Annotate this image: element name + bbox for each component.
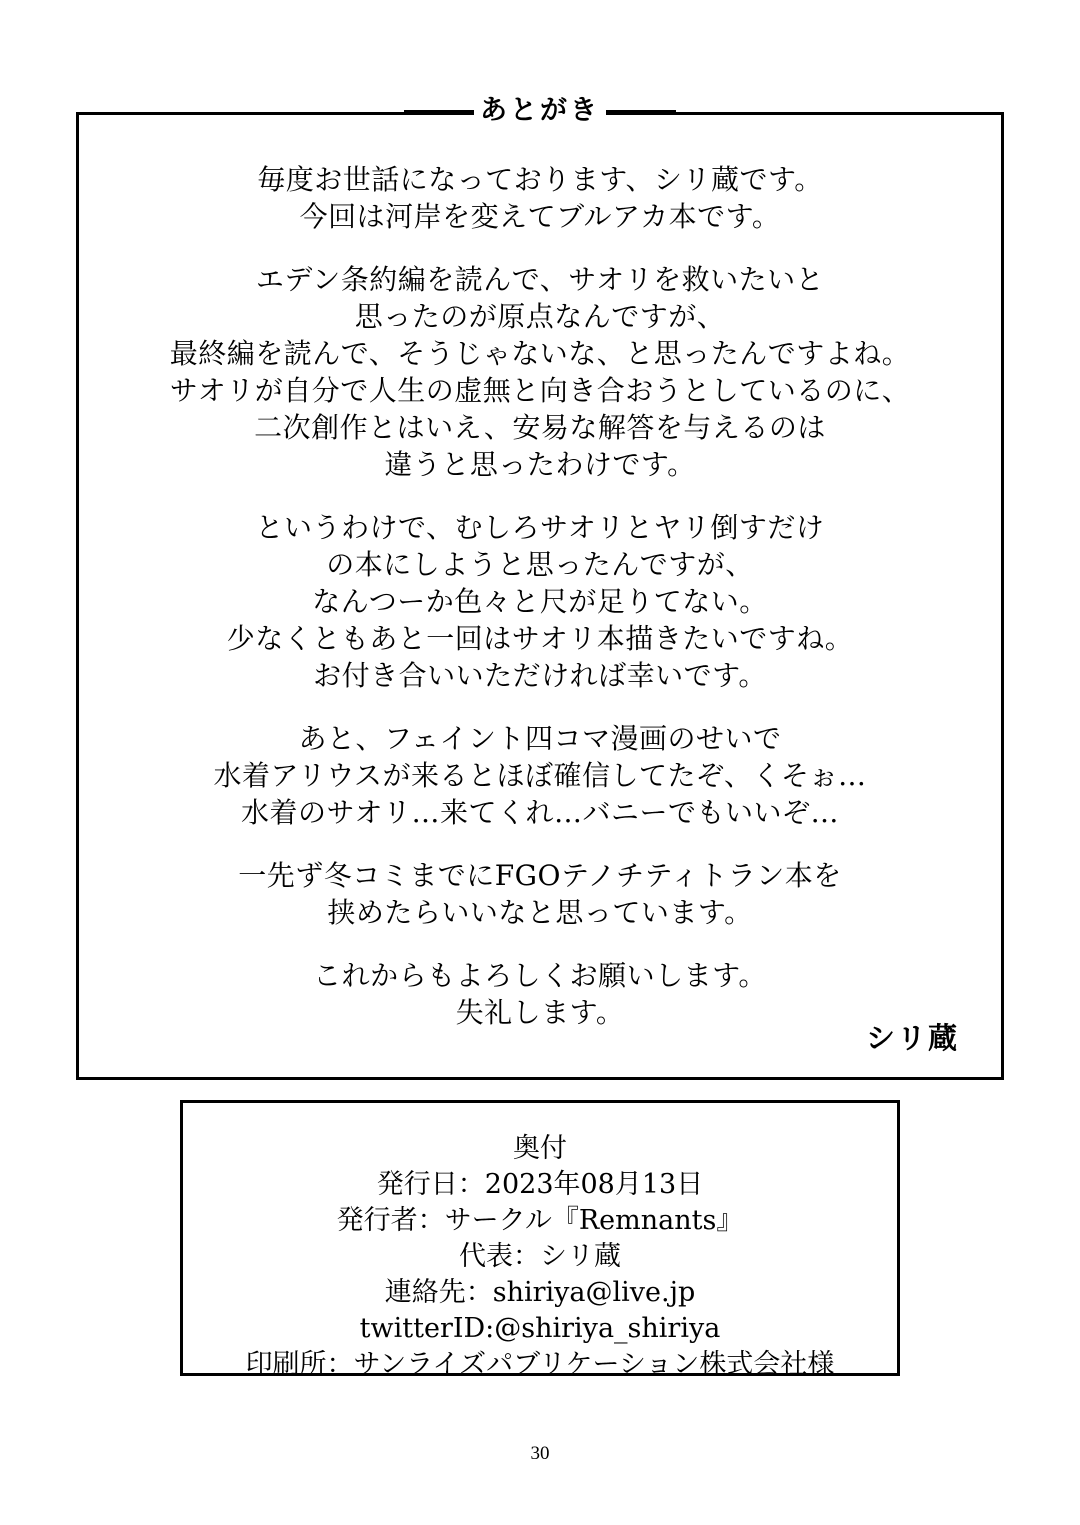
afterword-line: 一先ず冬コミまでにFGOテノチティトラン本を <box>238 859 842 892</box>
title-rule-left <box>404 110 474 113</box>
afterword-paragraph <box>79 857 1001 931</box>
colophon-twitter-id: twitterID:@shiriya_shiriya <box>359 1313 721 1344</box>
afterword-line: これからもよろしくお願いします。 <box>313 959 767 992</box>
afterword-line: お付き合いいただければ幸いです。 <box>313 659 767 692</box>
afterword-line: エデン条約編を読んで、サオリを救いたいと <box>255 263 825 296</box>
page-number: 30 <box>530 1443 550 1464</box>
colophon-panel <box>180 1100 900 1380</box>
afterword-line: 水着アリウスが来るとほぼ確信してたぞ、くそぉ… <box>213 759 867 792</box>
afterword-line: サオリが自分で人生の虚無と向き合おうとしているのに、 <box>169 374 911 407</box>
afterword-line: 少なくともあと一回はサオリ本描きたいですね。 <box>226 622 854 655</box>
afterword-line: の本にしようと思ったんですが、 <box>326 548 754 581</box>
afterword-line: 失礼します。 <box>455 996 625 1029</box>
afterword-line: 挟めたらいいなと思っています。 <box>327 896 753 929</box>
colophon-contact-email: 連絡先：shiriya@live.jp <box>384 1277 696 1308</box>
afterword-line: 最終編を読んで、そうじゃないな、と思ったんですよね。 <box>169 337 911 370</box>
afterword-line: あと、フェイント四コマ漫画のせいで <box>298 722 782 755</box>
afterword-line: 二次創作とはいえ、安易な解答を与えるのは <box>254 411 826 444</box>
title-rule-right <box>606 110 676 113</box>
colophon-printer: 印刷所：サンライズパブリケーション株式会社様 <box>245 1349 835 1380</box>
afterword-line: 今回は河岸を変えてブルアカ本です。 <box>299 200 781 233</box>
afterword-title-row <box>79 94 1001 128</box>
afterword-line: 毎度お世話になっております、シリ蔵です。 <box>257 163 823 196</box>
colophon-heading: 奥付 <box>513 1133 567 1164</box>
afterword-line: 思ったのが原点なんですが、 <box>354 300 726 333</box>
afterword-title: あとがき <box>474 94 606 128</box>
afterword-paragraph <box>79 261 1001 483</box>
colophon-representative: 代表：シリ蔵 <box>459 1241 621 1272</box>
afterword-line: 違うと思ったわけです。 <box>384 448 696 481</box>
author-signature: シリ蔵 <box>865 1021 959 1055</box>
afterword-panel <box>76 95 1004 1080</box>
afterword-paragraph <box>79 720 1001 831</box>
afterword-line: というわけで、むしろサオリとヤリ倒すだけ <box>255 511 825 544</box>
colophon-publisher: 発行者：サークル『Remnants』 <box>336 1205 744 1236</box>
afterword-paragraph <box>79 957 1001 1031</box>
afterword-line: なんつーか色々と尺が足りてない。 <box>312 585 768 618</box>
colophon-publish-date: 発行日：2023年08月13日 <box>376 1169 704 1200</box>
afterword-paragraph <box>79 161 1001 235</box>
afterword-paragraph <box>79 509 1001 694</box>
afterword-line: 水着のサオリ…来てくれ…バニーでもいいぞ… <box>241 796 839 829</box>
afterword-body <box>79 161 1001 1031</box>
